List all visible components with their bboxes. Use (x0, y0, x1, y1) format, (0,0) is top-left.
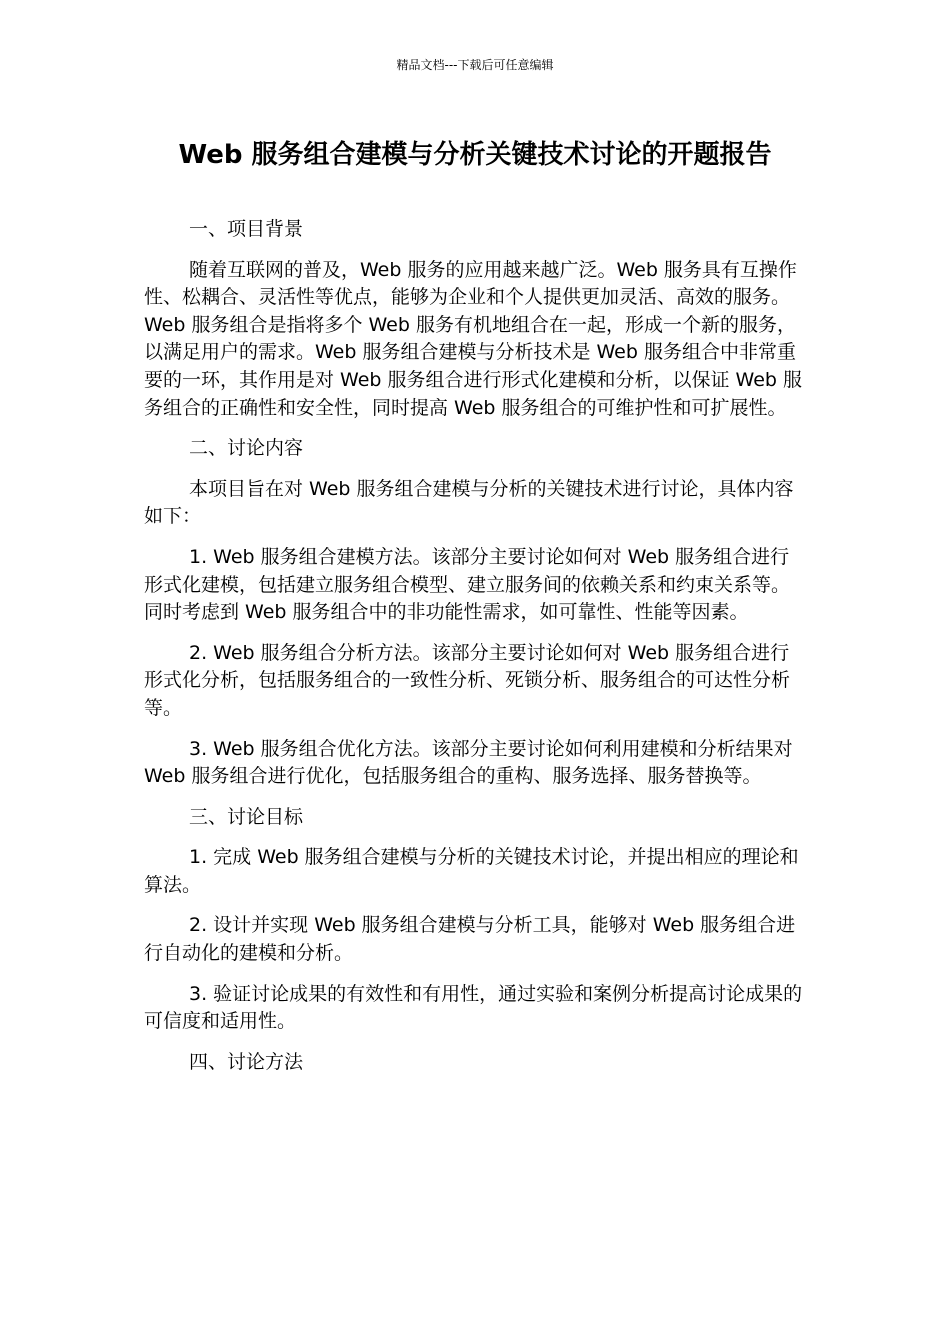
goal-item-2: 2. 设计并实现 Web 服务组合建模与分析工具，能够对 Web 服务组合进行自动化的建模和分析。 (144, 914, 796, 965)
goal-item-3: 3. 验证讨论成果的有效性和有用性，通过实验和案例分析提高讨论成果的可信度和适用性。 (144, 982, 803, 1033)
section-heading-methods: 四、讨论方法 (189, 1050, 304, 1073)
background-paragraph: 随着互联网的普及，Web 服务的应用越来越广泛。Web 服务具有互操作性、松耦合、灵活性等优点，能够为企业和个人提供更加灵活、高效的服务。Web 服务组合是指将多个 Web 服务有机地组合在一起，形成一个新的服务，以满足用户的需求。Web 服务组合建模与分析技术是 Web 服务组合中非常重要的一环，其作用是对 Web 服务组合进行形式化建模和分析，以保证 Web 服务组合的正确性和安全性，同时提高 Web 服务组合的可维护性和可扩展性。 (144, 258, 803, 419)
section-heading-background: 一、项目背景 (189, 218, 304, 240)
document-body (144, 216, 806, 1089)
document-title: Web 服务组合建模与分析关键技术讨论的开题报告 (178, 140, 772, 170)
content-item-1: 1. Web 服务组合建模方法。该部分主要讨论如何对 Web 服务组合进行形式化建模，包括建立服务组合模型、建立服务间的依赖关系和约束关系等。同时考虑到 Web 服务组合中的非功能性需求，如可靠性、性能等因素。 (144, 545, 791, 624)
section-heading-content: 二、讨论内容 (189, 437, 304, 460)
content-item-3: 3. Web 服务组合优化方法。该部分主要讨论如何利用建模和分析结果对 Web 服务组合进行优化，包括服务组合的重构、服务选择、服务替换等。 (144, 737, 793, 788)
page-header: 精品文档---下载后可任意编辑 (396, 58, 554, 72)
content-intro-paragraph: 本项目旨在对 Web 服务组合建模与分析的关键技术进行讨论，具体内容如下： (144, 477, 794, 528)
content-item-2: 2. Web 服务组合分析方法。该部分主要讨论如何对 Web 服务组合进行形式化分析，包括服务组合的一致性分析、死锁分析、服务组合的可达性分析等。 (144, 641, 791, 719)
goal-item-1: 1. 完成 Web 服务组合建模与分析的关键技术讨论，并提出相应的理论和算法。 (144, 846, 799, 896)
section-heading-goals: 三、讨论目标 (189, 805, 304, 828)
